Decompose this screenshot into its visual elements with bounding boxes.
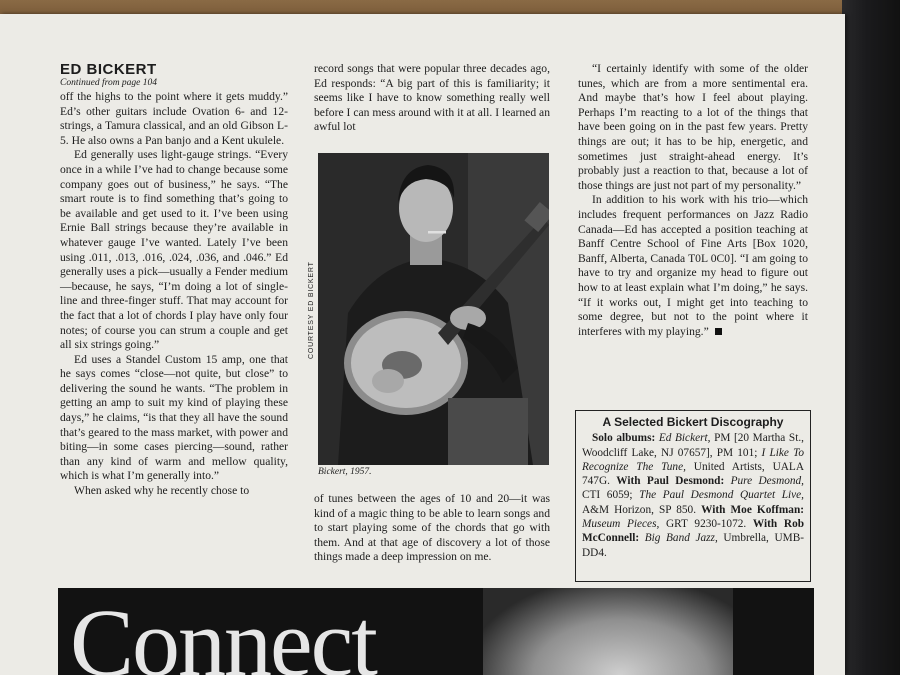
album-title: Ed Bickert, bbox=[658, 432, 711, 445]
artist-label: With Paul Desmond: bbox=[616, 475, 725, 488]
guitarist-photo bbox=[318, 153, 549, 465]
artist-label: With Rob McConnell: bbox=[582, 518, 804, 545]
album-info: United Artists, UALA 747G. bbox=[582, 460, 804, 488]
paragraph: Ed generally uses light-gauge strings. “Every once in a while I’ve had to change because some company goes out of business,” he says. “The smart route is to find something that’s going to be available and get used to it. I’ve been using Ernie Ball strings because they’re available in whatever gauge I’ve wanted. Lately I’ve been using .011, .013, .016, .024, .036, and .046.” Ed generally uses a pick—usually a Fender medium—because, he says, “I’m doing a lot of single-line and three-finger stuff. That may account for the fact that a lot of chords I play have only four notes; of course you can strum a couple and get all six strings going.” bbox=[60, 148, 288, 352]
paragraph: off the highs to the point where it gets muddy.” Ed’s other guitars include Ovation 6- and 12-strings, a Tamura classical, and an old Gibson L-5. He also owns a Pan banjo and a Kent ukulele. bbox=[60, 90, 288, 147]
solo-label: Solo albums: bbox=[592, 432, 656, 445]
guitarist-illustration bbox=[318, 153, 549, 465]
paragraph: of tunes between the ages of 10 and 20—it was kind of a magic thing to be able to learn songs and to start playing some of the chords that go with them. And at that age of discovery a lot of those things made a deep impression on me. bbox=[314, 492, 550, 564]
paragraph-text: In addition to his work with his trio—which includes frequent performances on Jazz Radio Canada—Ed has accepted a position teaching at Banff Centre School of Fine Arts [Box 1020, Banff, Alberta, Canada T0L 0C0]. “I am going to have to try and organize my head to figure out how to at least explain what I’m doing,” he says. “If it works out, I might get into teaching to some degree, but not to the point where it interferes with my playing.” bbox=[578, 193, 808, 338]
discography-text bbox=[582, 431, 804, 560]
ad-photo bbox=[483, 588, 733, 675]
paragraph bbox=[578, 193, 808, 339]
photo-caption: Bickert, 1957. bbox=[318, 467, 372, 477]
paragraph: When asked why he recently chose to bbox=[74, 484, 250, 498]
album-title: Museum Pieces, bbox=[582, 518, 660, 531]
paragraph: Ed uses a Standel Custom 15 amp, one that he says comes “close—not quite, but close” to delivering the sound he wants. “The problem in getting an amp to suit my kind of playing these days,” he claims, “is that they all have the sound that’s geared to the mass market, with power and biting—in some cases piercing—sound, rather than any kind of warm and mellow quality, which is what I’m generally into.” bbox=[60, 352, 288, 483]
album-info: GRT 9230-1072. bbox=[659, 518, 753, 531]
paragraph: record songs that were popular three decades ago, Ed responds: “A big part of this is familiarity; it seems like I have to know something really well before I can mess around with it at all. I learned an awful lot bbox=[314, 62, 550, 134]
article-column-2-top bbox=[314, 62, 550, 135]
end-of-article-mark bbox=[715, 328, 722, 335]
article-heading: ED BICKERT bbox=[60, 61, 157, 78]
discography-title: A Selected Bickert Discography bbox=[602, 415, 784, 429]
album-title: I Like To Recognize The Tune, bbox=[582, 446, 804, 473]
ad-headline: Connect bbox=[70, 589, 376, 675]
album-title: The Paul Desmond Quartet Live, bbox=[639, 489, 804, 502]
article-column-3 bbox=[578, 62, 808, 339]
magazine-binder bbox=[842, 0, 900, 675]
article-column-1 bbox=[60, 90, 288, 499]
album-title: Pure Desmond, bbox=[724, 475, 804, 488]
magazine-page bbox=[0, 14, 845, 675]
article-column-2-bottom bbox=[314, 492, 550, 565]
album-info: PM [20 Martha St., Woodcliff Lake, NJ 07657], PM 101; bbox=[582, 432, 804, 459]
album-info: CTI 6059; bbox=[582, 489, 640, 502]
photo-credit: COURTESY ED BICKERT bbox=[308, 261, 315, 359]
continued-note: Continued from page 104 bbox=[60, 78, 158, 88]
album-title: Big Band Jazz, bbox=[639, 532, 718, 545]
paragraph: “I certainly identify with some of the older tunes, which are from a more sentimental era. And maybe that’s how I feel about playing. Perhaps I’m reacting to a lot of the things that have been going on in the past few years. Pretty things are out; it has to be hip, energetic, and sometimes just straight-ahead energy. It’s probably just a reaction to that, because a lot of those things are just not part of my personality.” bbox=[578, 62, 808, 192]
artist-label: With Moe Koffman: bbox=[701, 503, 804, 516]
advertisement bbox=[58, 588, 814, 675]
discography-box bbox=[575, 410, 811, 582]
album-info: A&M Horizon, SP 850. bbox=[582, 503, 702, 516]
album-info: Umbrella, UMB-DD4. bbox=[582, 532, 804, 559]
